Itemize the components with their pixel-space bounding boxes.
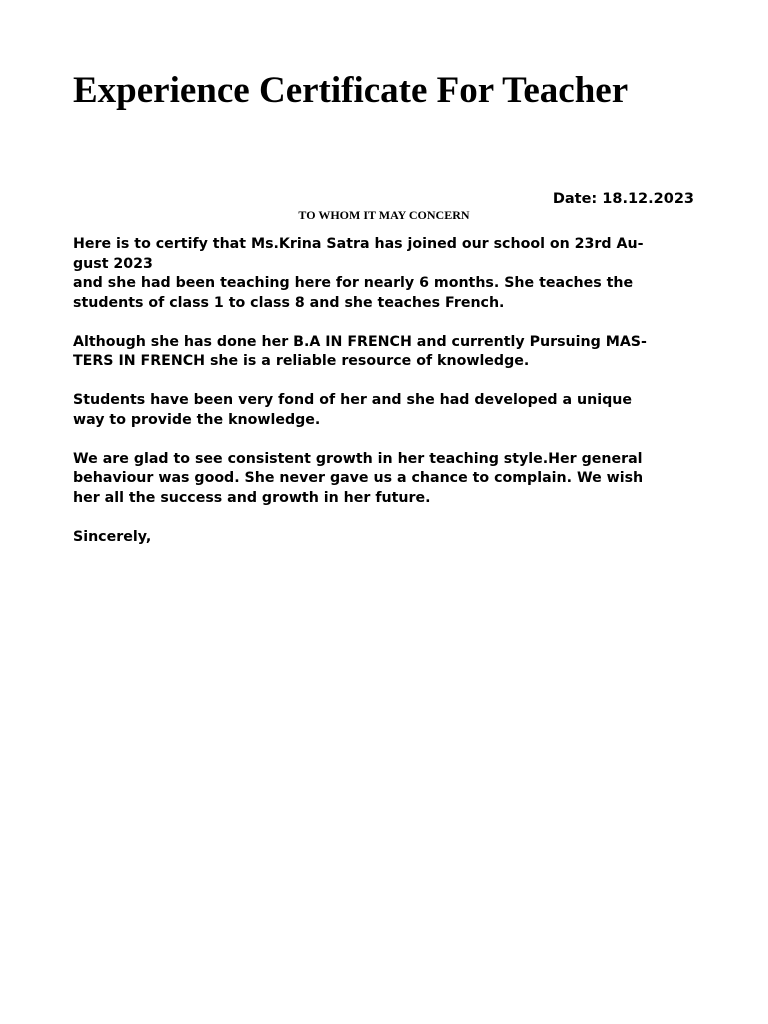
paragraph-students bbox=[73, 391, 693, 430]
salutation: TO WHOM IT MAY CONCERN bbox=[298, 208, 470, 222]
paragraph-joining bbox=[73, 235, 693, 313]
paragraph-line: Students have been very fond of her and she had developed a unique bbox=[73, 392, 632, 408]
paragraph-line: and she had been teaching here for nearly 6 months. She teaches the bbox=[73, 275, 634, 291]
paragraph-line: way to provide the knowledge. bbox=[73, 411, 321, 428]
closing-signoff bbox=[73, 528, 693, 548]
paragraph-line: behaviour was good. She never gave us a chance to complain. We wish bbox=[73, 470, 644, 486]
certificate-date: Date: 18.12.2023 bbox=[552, 191, 694, 207]
paragraph-line: students of class 1 to class 8 and she teaches French. bbox=[73, 294, 505, 311]
paragraph-qualification bbox=[73, 333, 693, 372]
certificate-body bbox=[73, 235, 693, 567]
document-title: Experience Certificate For Teacher bbox=[73, 70, 629, 111]
paragraph-line: gust 2023 bbox=[73, 255, 153, 272]
paragraph-line: Sincerely, bbox=[73, 528, 152, 545]
paragraph-line: We are glad to see consistent growth in her teaching style.Her general bbox=[73, 450, 643, 467]
paragraph-line: Here is to certify that Ms.Krina Satra has joined our school on 23rd Au- bbox=[73, 236, 644, 252]
paragraph-line: Although she has done her B.A IN FRENCH and currently Pursuing MAS- bbox=[73, 333, 647, 350]
paragraph-line: TERS IN FRENCH she is a reliable resource of knowledge. bbox=[73, 353, 530, 369]
paragraph-line: her all the success and growth in her future. bbox=[73, 489, 431, 506]
paragraph-growth bbox=[73, 450, 693, 509]
